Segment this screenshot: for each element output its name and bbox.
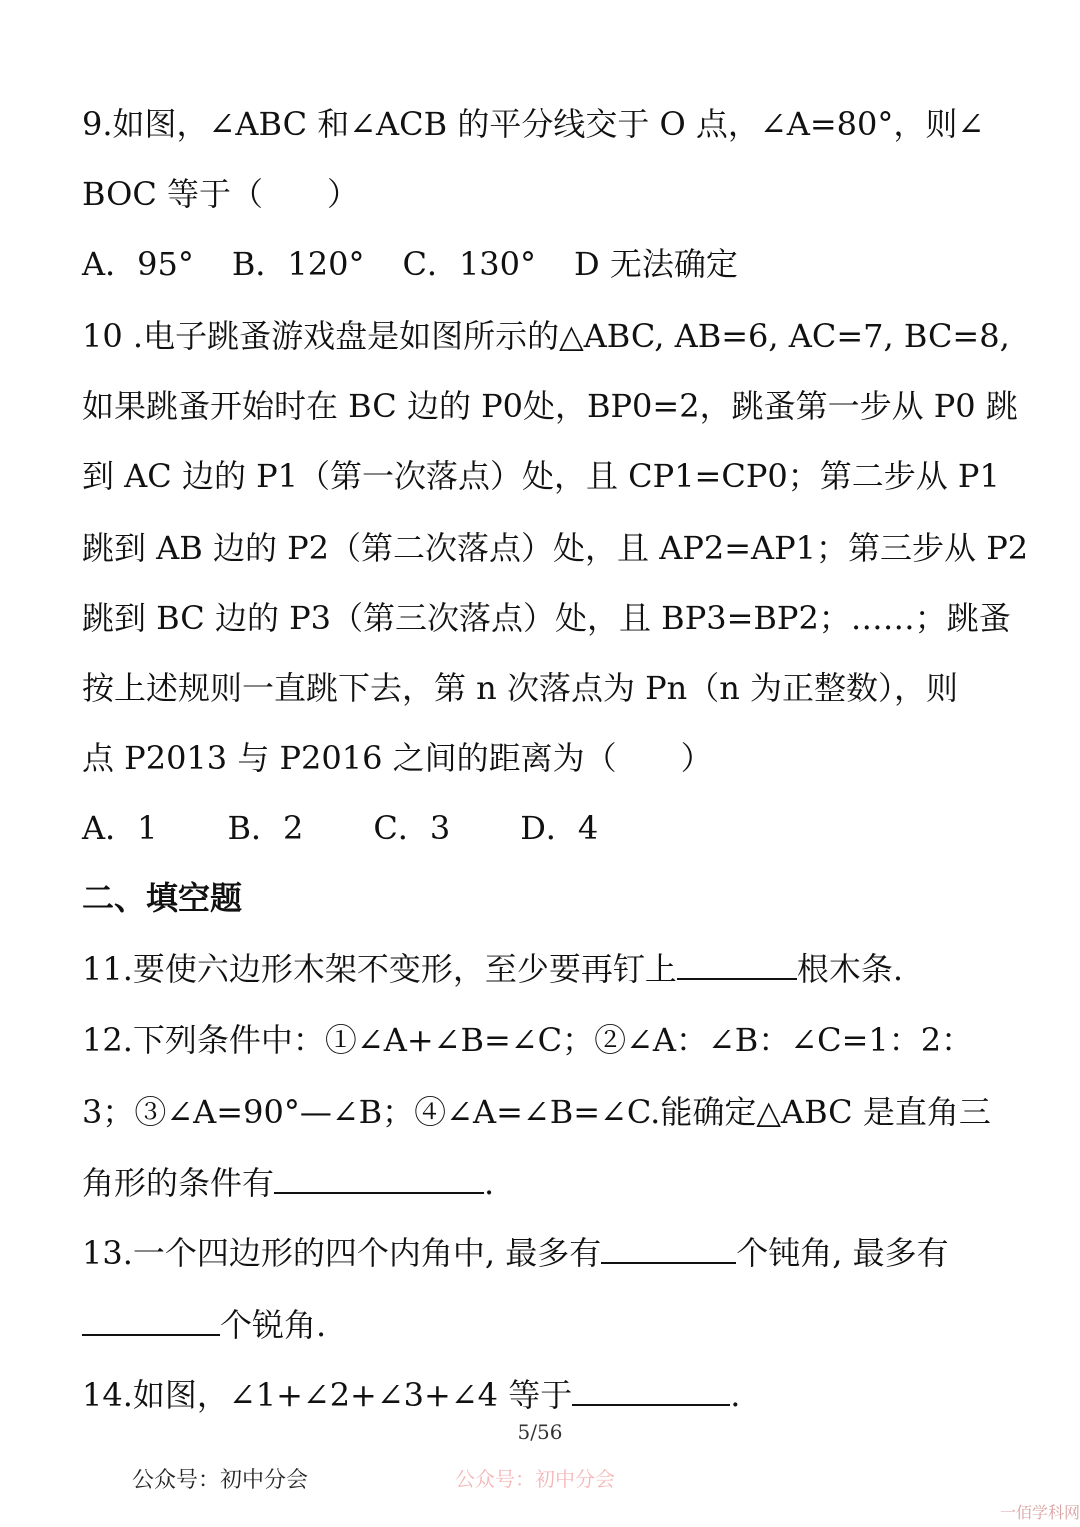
page-number: 5/56 <box>517 1420 563 1444</box>
q14-period: . <box>730 1376 741 1414</box>
q10-line-2: 如果跳蚤开始时在 BC 边的 P0处，BP0=2，跳蚤第一步从 P0 跳 <box>82 387 1018 425</box>
q13-text-mid: 个钝角, 最多有 <box>736 1234 949 1272</box>
q9-option-d: D 无法确定 <box>574 245 738 283</box>
q14-text: 14.如图，∠1+∠2+∠3+∠4 等于 <box>82 1376 573 1414</box>
q12-blank <box>274 1162 484 1194</box>
q12-line-1: 12.下列条件中：①∠A+∠B=∠C；②∠A：∠B：∠C=1：2： <box>82 1021 974 1059</box>
q9-option-a: A．95° <box>82 245 194 283</box>
q13-blank-2 <box>82 1304 220 1336</box>
q13-line-2 <box>82 1304 1002 1345</box>
q10-line-3: 到 AC 边的 P1（第一次落点）处，且 CP1=CP0；第二步从 P1 <box>82 457 1000 495</box>
q12-text: 角形的条件有 <box>82 1164 275 1202</box>
q10-line-7: 点 P2013 与 P2016 之间的距离为（ ） <box>82 739 713 777</box>
q12-period: . <box>484 1164 495 1202</box>
q14-blank <box>572 1374 730 1406</box>
q9-option-b: B．120° <box>231 245 365 283</box>
footer-watermark: 公众号：初中分会 <box>455 1467 615 1491</box>
q9-line-1: 9.如图，∠ABC 和∠ACB 的平分线交于 O 点，∠A=80°，则∠ <box>82 105 985 143</box>
q11-text-end: 根木条. <box>796 950 904 988</box>
q10-option-a: A．1 <box>82 809 158 847</box>
q13-line-1 <box>82 1232 1002 1273</box>
q10-option-c: C．3 <box>373 809 451 847</box>
q9-option-c: C．130° <box>402 245 537 283</box>
q11-line <box>82 948 1002 989</box>
q14-line <box>82 1374 1002 1415</box>
q10-option-b: B．2 <box>227 809 304 847</box>
q10-option-d: D．4 <box>520 809 599 847</box>
q10-line-1: 10 .电子跳蚤游戏盘是如图所示的△ABC, AB=6, AC=7, BC=8, <box>82 317 1010 355</box>
q13-text-end: 个锐角. <box>220 1306 327 1344</box>
q11-text: 11.要使六边形木架不变形，至少要再钉上 <box>82 950 677 988</box>
q10-options <box>82 808 1002 848</box>
q9-options <box>82 244 1002 284</box>
q10-line-6: 按上述规则一直跳下去，第 n 次落点为 Pn（n 为正整数），则 <box>82 669 959 707</box>
corner-watermark: 一佰学科网 <box>1000 1503 1080 1522</box>
q12-line-3 <box>82 1162 1002 1203</box>
section-heading: 二、填空题 <box>82 879 243 917</box>
q10-line-4: 跳到 AB 边的 P2（第二次落点）处，且 AP2=AP1；第三步从 P2 <box>82 529 1029 567</box>
footer-account: 公众号：初中分会 <box>132 1468 309 1493</box>
q10-line-5: 跳到 BC 边的 P3（第三次落点）处，且 BP3=BP2；……；跳蚤 <box>82 599 1011 637</box>
q9-line-2: BOC 等于（ ） <box>82 175 360 213</box>
q12-line-2: 3；③∠A=90°—∠B；④∠A=∠B=∠C.能确定△ABC 是直角三 <box>82 1093 991 1131</box>
q11-blank <box>677 948 797 980</box>
q13-blank-1 <box>601 1232 736 1264</box>
q13-text: 13.一个四边形的四个内角中, 最多有 <box>82 1234 602 1272</box>
